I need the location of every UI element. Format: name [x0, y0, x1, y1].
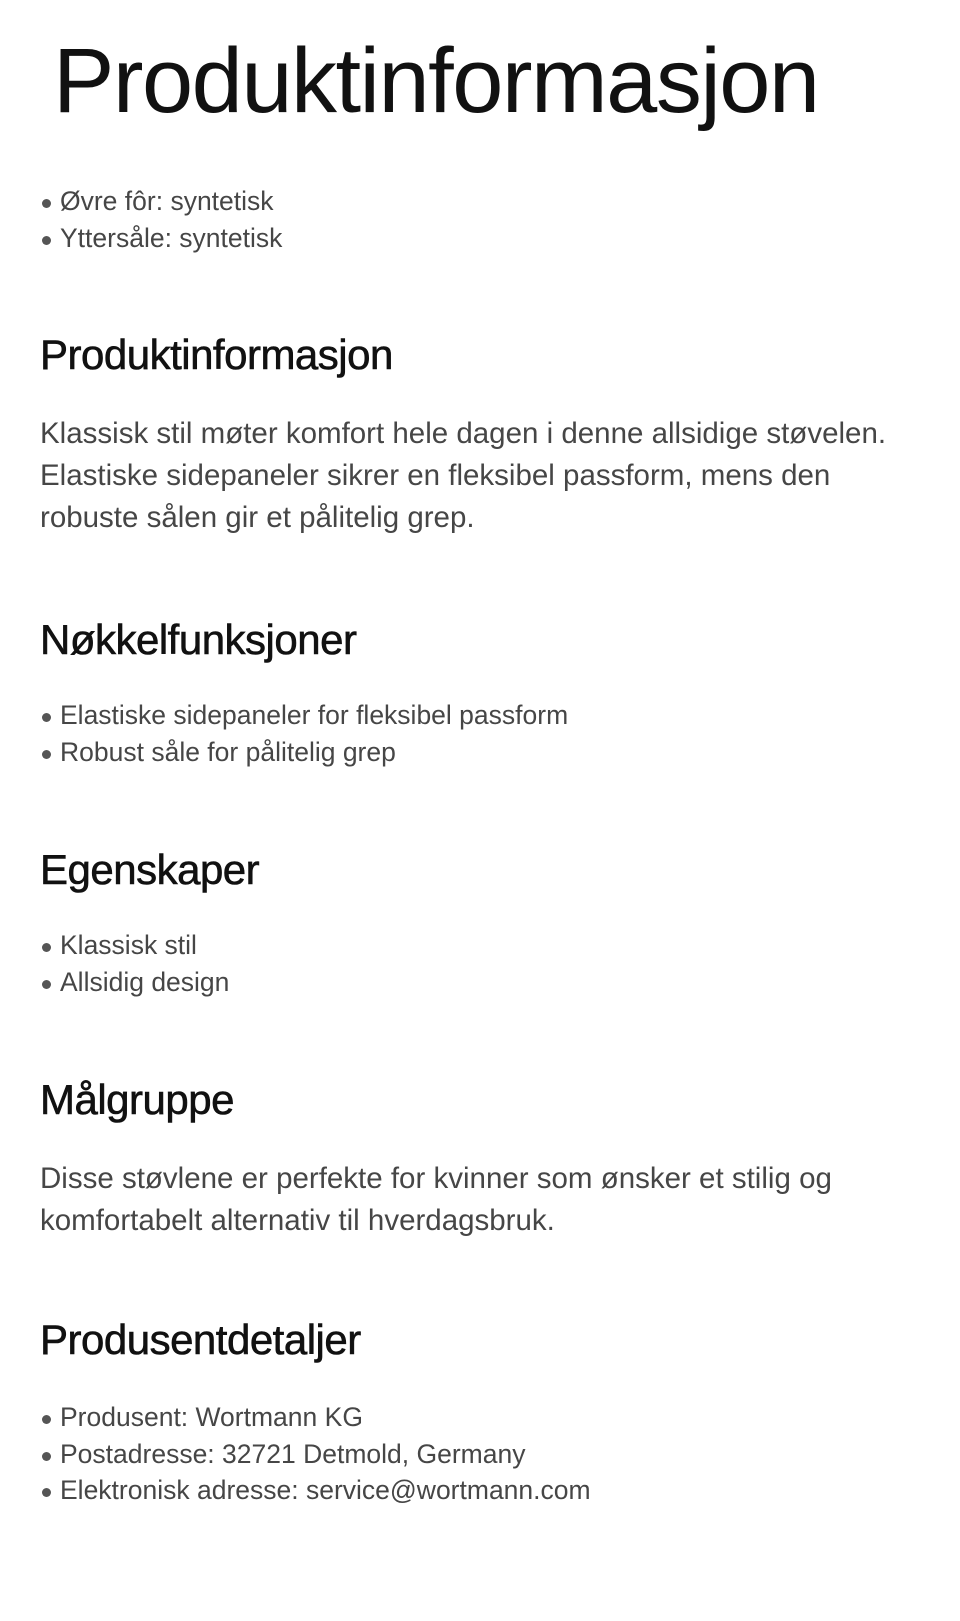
target-group-heading: Målgruppe [40, 1076, 234, 1123]
list-item: Robust såle for pålitelig grep [40, 734, 920, 771]
key-features-list [40, 697, 920, 770]
list-item: Allsidig design [40, 964, 920, 1001]
list-item: Øvre fôr: syntetisk [40, 183, 920, 220]
target-group-text: Disse støvlene er perfekte for kvinner som ønsker et stilig og komfortabelt alternativ til hverdagsbruk. [40, 1162, 832, 1237]
materials-list [40, 183, 920, 256]
product-info-text: Klassisk stil møter komfort hele dagen i denne allsidige støvelen. Elastiske sidepaneler sikrer en fleksibel passform, mens den robuste sålen gir et pålitelig grep. [40, 417, 887, 534]
list-item: Elastiske sidepaneler for fleksibel passform [40, 697, 920, 734]
list-item: Klassisk stil [40, 927, 920, 964]
list-item: Yttersåle: syntetisk [40, 220, 920, 257]
list-item: Elektronisk adresse: service@wortmann.com [40, 1472, 920, 1509]
manufacturer-list [40, 1399, 920, 1509]
page-title: Produktinformasjon [53, 30, 819, 132]
list-item: Produsent: Wortmann KG [40, 1399, 920, 1436]
list-item: Postadresse: 32721 Detmold, Germany [40, 1436, 920, 1473]
product-info-heading: Produktinformasjon [40, 331, 393, 378]
properties-list [40, 927, 920, 1000]
key-features-heading: Nøkkelfunksjoner [40, 616, 357, 663]
manufacturer-heading: Produsentdetaljer [40, 1316, 361, 1363]
properties-heading: Egenskaper [40, 846, 260, 893]
